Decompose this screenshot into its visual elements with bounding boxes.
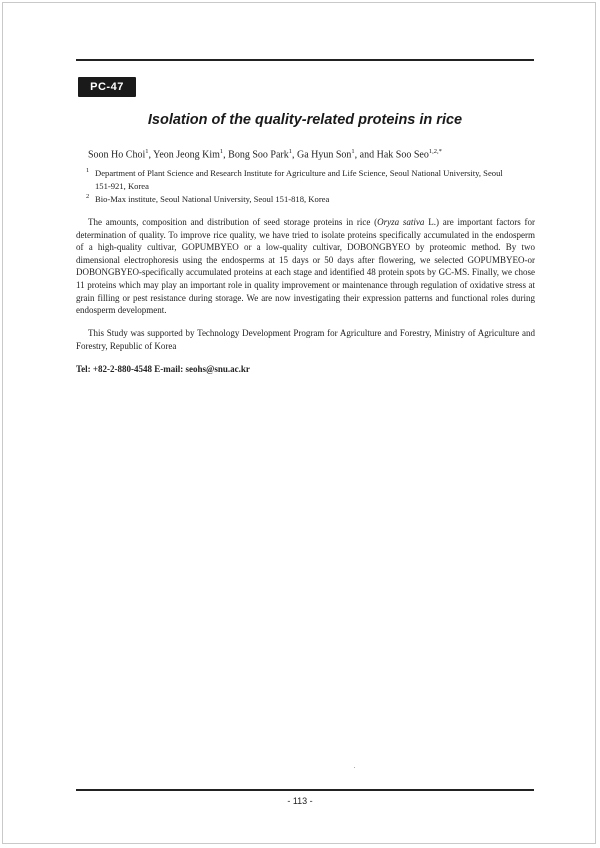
author-affiliation-mark: 1 [219, 148, 224, 155]
author-name: Bong Soo Park [228, 149, 289, 161]
bottom-rule [76, 789, 534, 791]
author-affiliation-mark: 1,2,* [428, 148, 442, 155]
acknowledgement: This Study was supported by Technology Development Program for Agriculture and Forestry, Ministry of Agriculture and Forestry, Republic of Korea [76, 328, 535, 351]
author-name: Yeon Jeong Kim [153, 149, 220, 161]
paper-title: Isolation of the quality-related proteins in rice [147, 112, 463, 128]
author-joiner: , and [354, 149, 377, 161]
affiliation-line: Department of Plant Science and Research Institute for Agriculture and Life Science, Seoul National University, Seoul [95, 168, 503, 178]
affiliation-number: 2 [86, 193, 90, 200]
abstract-text: The amounts, composition and distribution of seed storage proteins in rice ( [88, 217, 378, 227]
author-list: Soon Ho Choi$^1$, Yeon Jeong Kim$^1$, Bong Soo Park$^1$, Ga Hyun Son$^1$, and Hak Soo Seo$^{1,2,*}$ [88, 148, 442, 161]
author-affiliation-mark: 1 [288, 148, 292, 155]
author-affiliation-mark: 1 [351, 148, 355, 155]
page-frame [2, 2, 596, 844]
affiliation-number: 1 [86, 167, 90, 174]
author-name: Hak Soo Seo [376, 149, 429, 161]
abstract-body [76, 216, 535, 317]
species-name: Oryza sativa [377, 217, 425, 227]
affiliation-1 [86, 167, 534, 192]
author-name: Ga Hyun Son [296, 149, 352, 161]
affiliation-line: Bio-Max institute, Seoul National University, Seoul 151-818, Korea [95, 194, 330, 204]
affiliation-2 [86, 193, 534, 206]
abstract-id-badge: PC-47 [78, 77, 136, 97]
author-affiliation-mark: 1 [145, 148, 149, 155]
author-name: Soon Ho Choi [88, 149, 146, 161]
contact-info: Tel: +82-2-880-4548 E-mail: seohs@snu.ac.kr [76, 364, 250, 374]
abstract-text: L.) are important factors for determination of quality. To improve rice quality, we have tried to isolate proteins specifically accumulated in the endosperm of a high-quality cultivar, GOPUMBYEO or a low-quality cultivar, DOBONGBYEO by proteomic method. By two dimensional electrophoresis using the endosperms at 15 days or 50 days after flowering, we selected GOPUMBYEO-or DOBONGBYEO-specifically accumulated proteins at each stage and identified 48 protein spots by GC-MS. Finally, we chose 11 proteins which may play an important role in quality improvement or maintenance through regulation of oxidative stress at grain filling or pest resistance during storage. We are now investigating their expression patterns and functional roles during endosperm development. [76, 217, 535, 316]
speck [354, 767, 355, 768]
affiliation-line: 151-921, Korea [95, 180, 149, 191]
page-number: - 113 - [287, 796, 313, 806]
top-rule [76, 59, 534, 61]
